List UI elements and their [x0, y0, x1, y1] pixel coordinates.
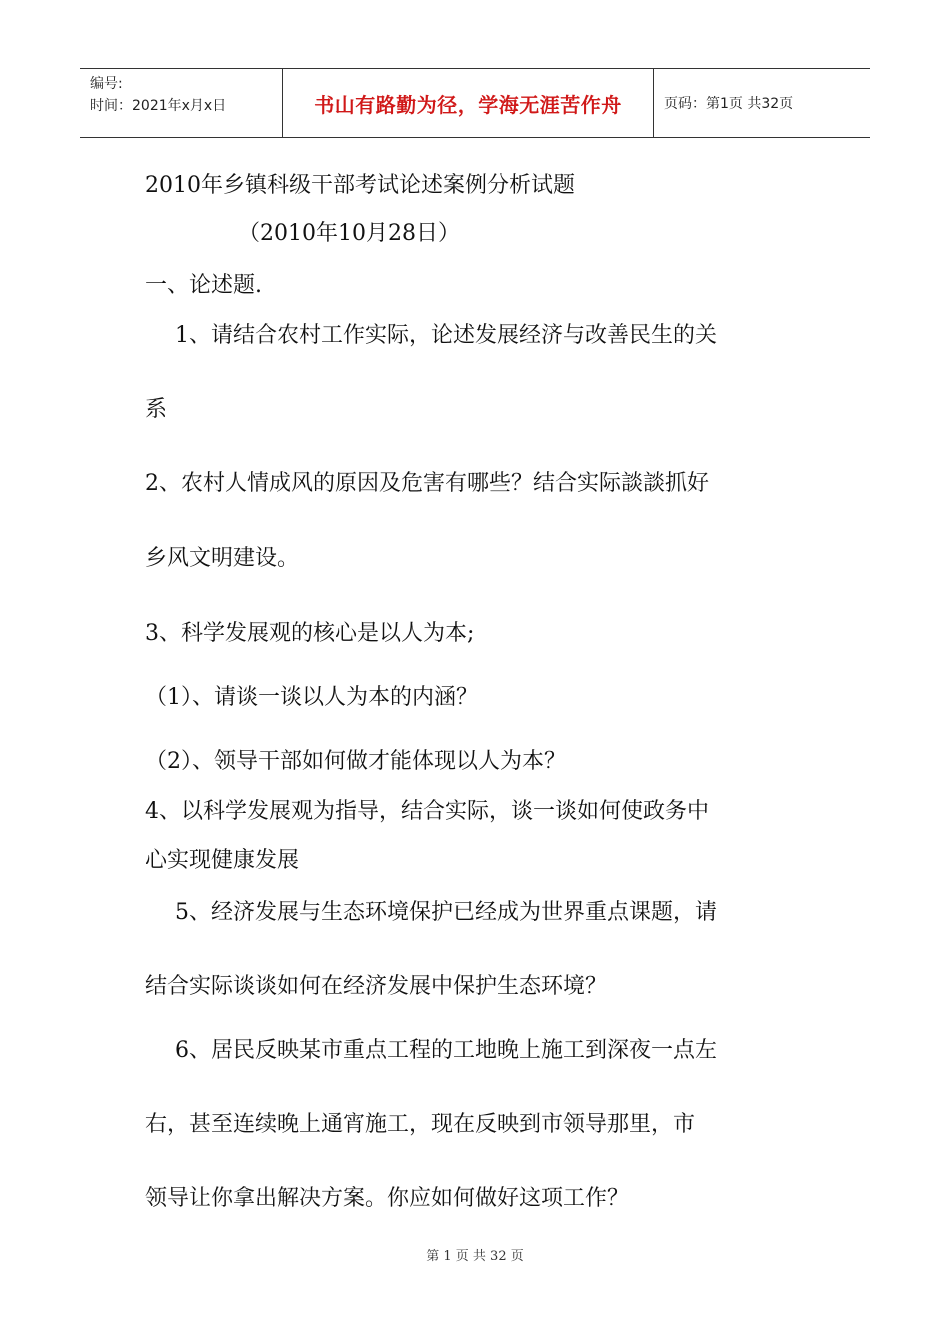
question-line: 3、科学发展观的核心是以人为本; [145, 621, 475, 646]
page-footer: 第 1 页 共 32 页 [426, 1249, 524, 1264]
question-line: 6、居民反映某市重点工程的工地晚上施工到深夜一点左 [175, 1038, 717, 1063]
question-line: 乡风文明建设。 [145, 546, 300, 571]
question-line: 领导让你拿出解决方案。你应如何做好这项工作？ [145, 1186, 630, 1211]
time-label: 时间：2021年x月x日 [90, 98, 227, 114]
document-title: 2010年乡镇科级干部考试论述案例分析试题 [145, 173, 575, 198]
document-date: （2010年10月28日） [238, 221, 460, 246]
question-line: 结合实际谈谈如何在经济发展中保护生态环境？ [145, 974, 608, 999]
question-line: 右，甚至连续晚上通宵施工，现在反映到市领导那里，市 [145, 1112, 696, 1137]
number-label: 编号: [90, 76, 123, 92]
document-header [80, 68, 870, 138]
question-line: 2、农村人情成风的原因及危害有哪些？结合实际談談抓好 [145, 471, 709, 496]
question-line: 系 [145, 397, 168, 422]
question-line: 心实现健康发展 [145, 848, 300, 873]
question-line: （1）、请谈一谈以人为本的内涵？ [145, 685, 478, 710]
header-page-info: 页码：第1页 共32页 [664, 96, 794, 112]
question-line: （2）、领导干部如何做才能体现以人为本？ [145, 749, 566, 774]
question-line: 1、请结合农村工作实际，论述发展经济与改善民生的关 [175, 323, 717, 348]
section-heading: 一、论述题. [145, 273, 262, 298]
header-motto: 书山有路勤为径，学海无涯苦作舟 [282, 69, 654, 137]
question-line: 5、经济发展与生态环境保护已经成为世界重点课题，请 [175, 900, 717, 925]
question-line: 4、以科学发展观为指导，结合实际，谈一谈如何使政务中 [145, 799, 709, 824]
header-meta [80, 69, 282, 137]
